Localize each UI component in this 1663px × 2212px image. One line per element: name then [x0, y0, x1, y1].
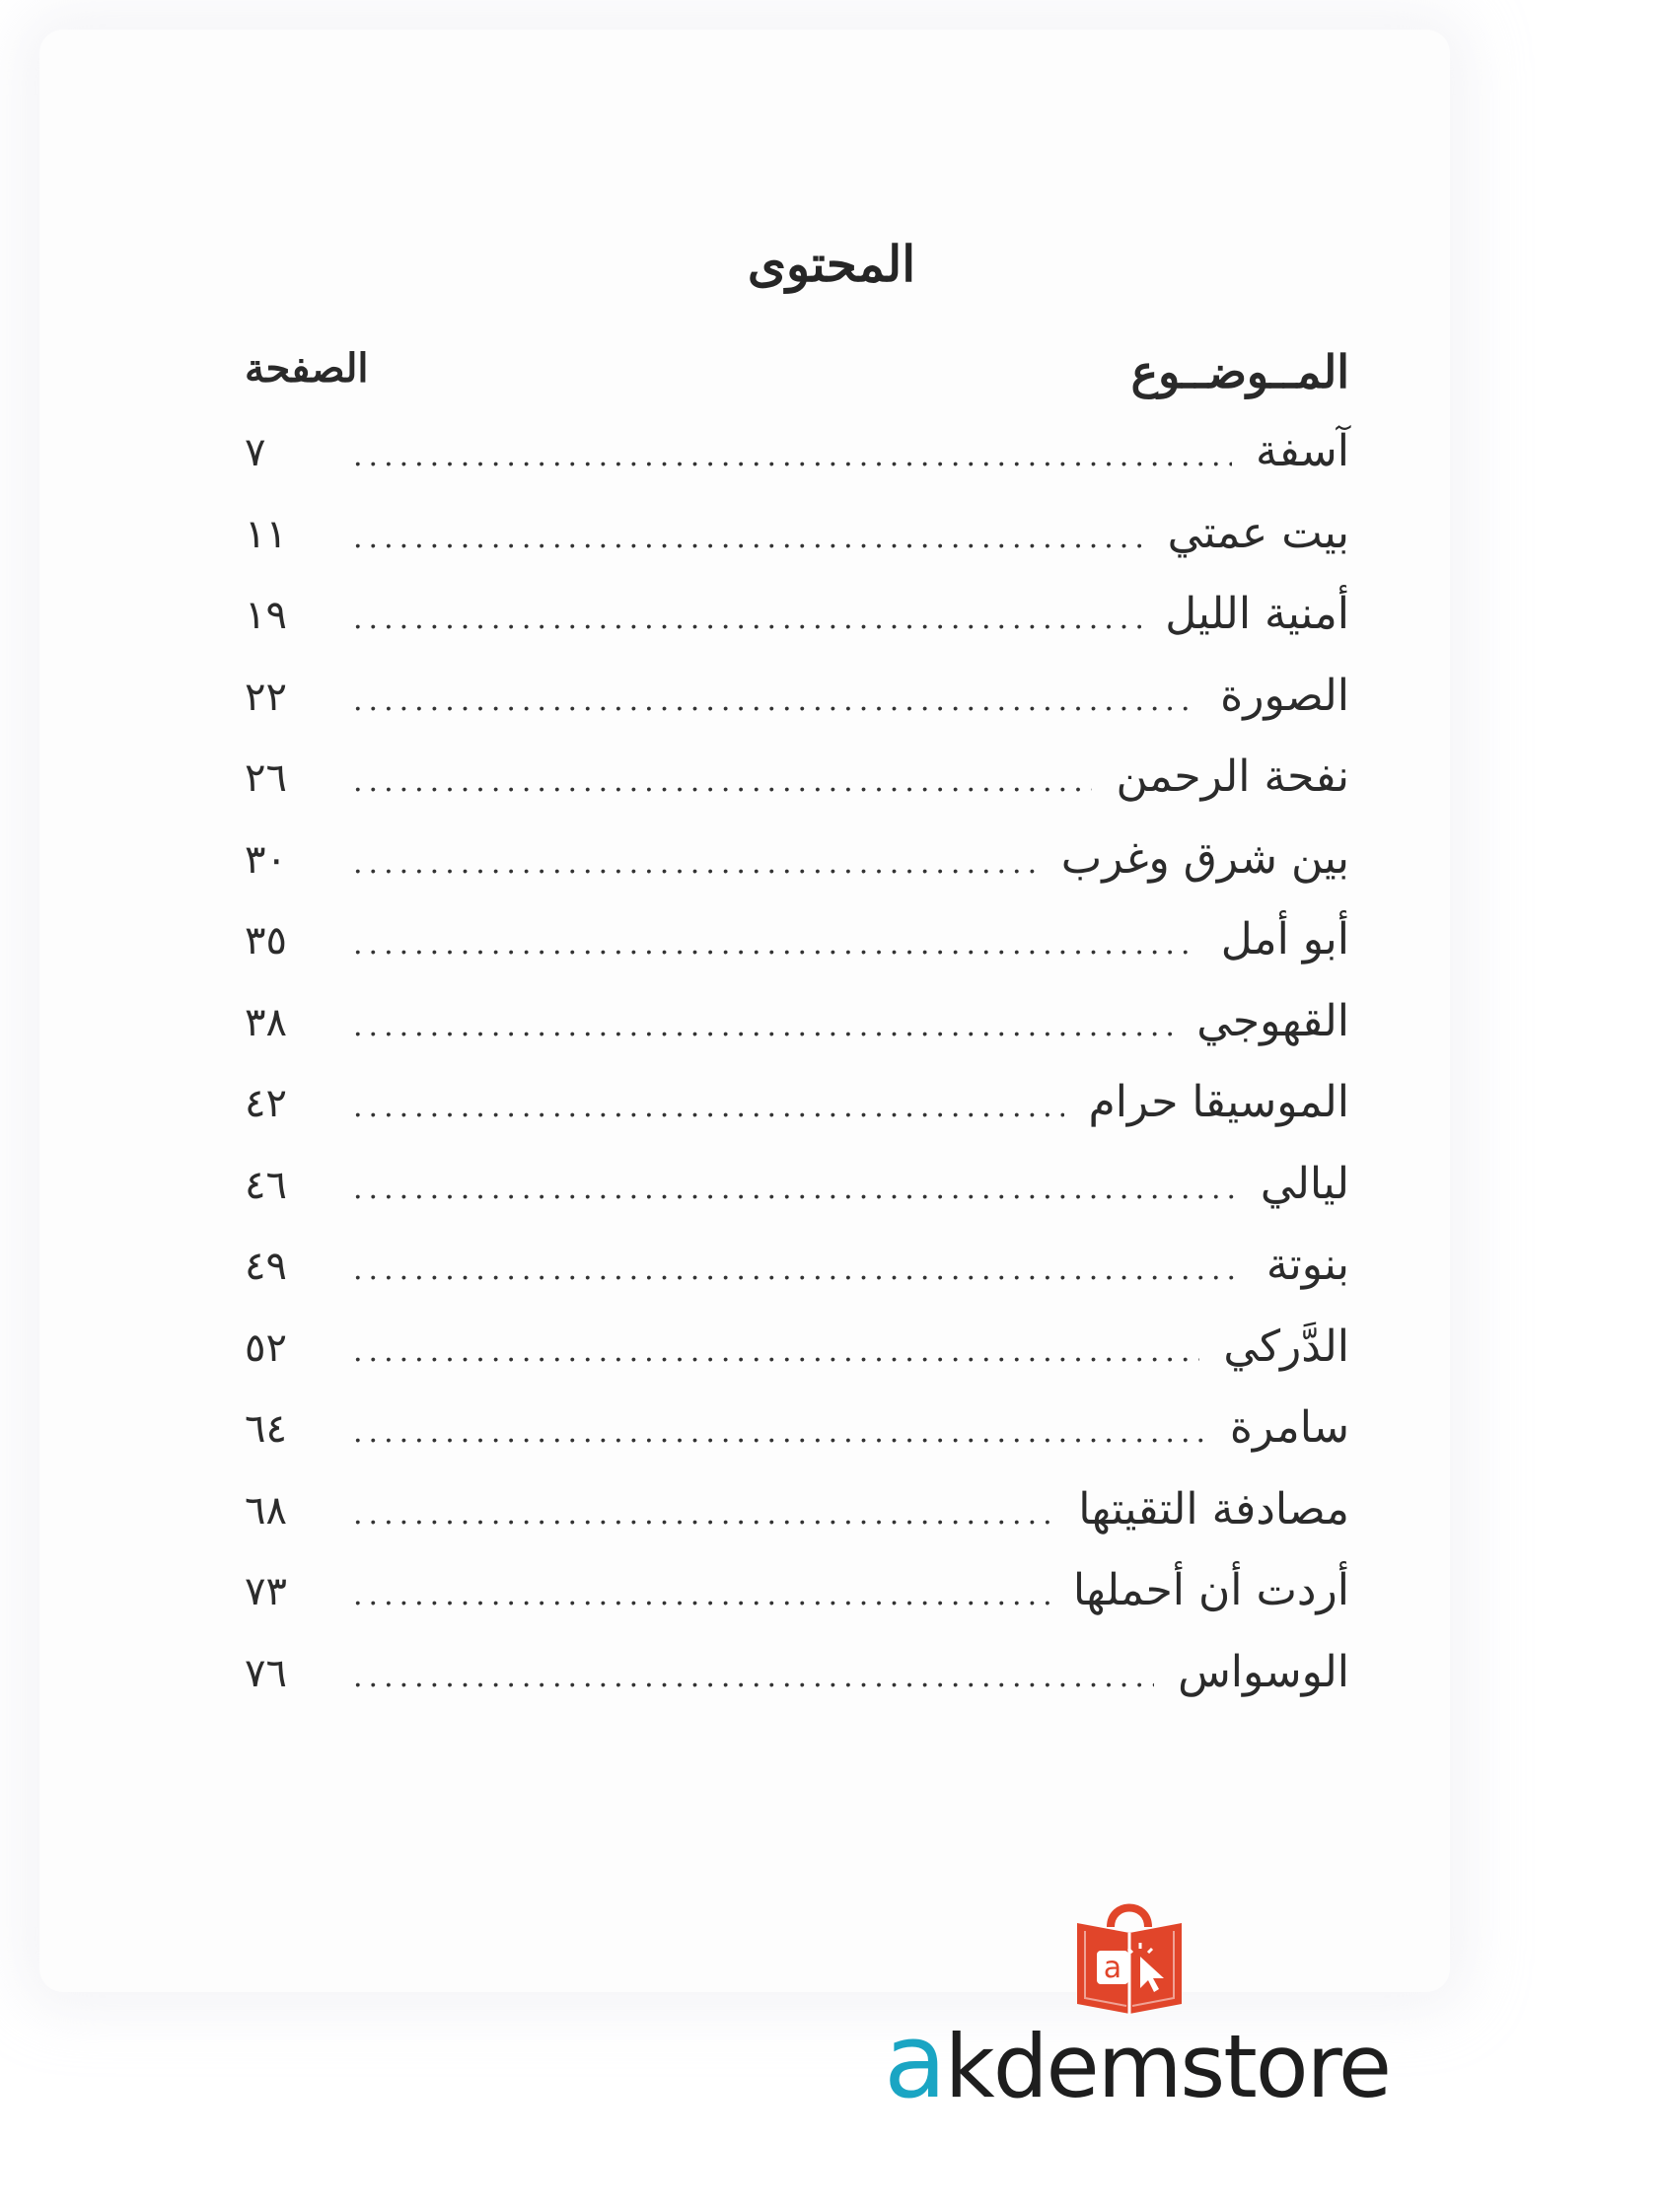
toc-entry	[245, 1240, 1349, 1321]
toc-entry-page: ٤٦	[245, 1162, 287, 1208]
toc-entry-page: ٤٩	[245, 1244, 287, 1289]
dot-leader	[353, 1252, 1243, 1287]
logo-icon-letter: a	[1103, 1951, 1122, 1985]
dot-leader	[353, 521, 1144, 555]
dot-leader	[353, 1090, 1064, 1124]
toc-entry-page: ٢٦	[245, 755, 287, 801]
dot-leader	[353, 1660, 1154, 1694]
toc-entry-page: ٧٦	[245, 1650, 287, 1696]
toc-entry	[245, 914, 1349, 996]
dot-leader	[353, 602, 1141, 636]
toc-entry-page: ٣٥	[245, 918, 287, 963]
toc-entry	[245, 1159, 1349, 1241]
toc-entry-title: الموسيقا حرام	[1088, 1077, 1349, 1127]
toc-entry	[245, 1402, 1349, 1484]
page-title: المحتوى	[747, 235, 916, 293]
toc-list	[245, 426, 1349, 1728]
brand-first-letter: a	[884, 2001, 945, 2121]
toc-entry	[245, 508, 1349, 590]
toc-entry-page: ٦٨	[245, 1487, 287, 1534]
toc-entry	[245, 1077, 1349, 1159]
toc-entry	[245, 1484, 1349, 1566]
dot-leader	[353, 764, 1092, 799]
toc-header	[245, 345, 1349, 414]
dot-leader	[353, 439, 1232, 473]
toc-entry	[245, 589, 1349, 671]
dot-leader	[353, 1415, 1206, 1450]
toc-entry-page: ٣٨	[245, 999, 287, 1045]
book-bag-icon	[1071, 1893, 1188, 2022]
dot-leader	[353, 927, 1197, 962]
dot-leader	[353, 1172, 1237, 1206]
brand-wordmark	[884, 2001, 1397, 2121]
toc-entry	[245, 1565, 1349, 1647]
toc-entry-title: القهوجي	[1196, 995, 1349, 1046]
toc-entry	[245, 1321, 1349, 1403]
dot-leader	[353, 1334, 1199, 1369]
toc-entry-title: أردت أن أحملها	[1072, 1565, 1349, 1615]
toc-entry-title: أمنية الليل	[1165, 589, 1349, 639]
toc-entry-title: الدَّركي	[1223, 1320, 1349, 1372]
toc-entry-title: الصورة	[1220, 670, 1349, 721]
toc-entry-title: نفحة الرحمن	[1116, 751, 1349, 802]
toc-entry-title: مصادفة التقيتها	[1078, 1483, 1349, 1534]
dot-leader	[353, 1497, 1054, 1532]
toc-entry	[245, 833, 1349, 915]
toc-entry	[245, 751, 1349, 833]
dot-leader	[353, 683, 1196, 718]
toc-entry-page: ١١	[245, 511, 287, 557]
toc-entry-page: ٣٠	[245, 836, 287, 883]
toc-entry-page: ٥٢	[245, 1324, 287, 1371]
toc-entry-title: بيت عمتي	[1167, 507, 1349, 558]
header-page: الصفحة	[245, 345, 369, 392]
toc-entry-page: ٦٤	[245, 1406, 287, 1452]
toc-entry	[245, 1647, 1349, 1729]
toc-entry-page: ٤٢	[245, 1081, 287, 1126]
toc-entry	[245, 996, 1349, 1078]
toc-entry-title: بنوتة	[1265, 1240, 1349, 1290]
toc-entry-title: آسفة	[1256, 426, 1349, 476]
toc-entry-title: بين شرق وغرب	[1060, 832, 1349, 884]
toc-entry-page: ١٩	[245, 593, 287, 638]
toc-entry	[245, 426, 1349, 508]
brand-rest: kdemstore	[944, 2016, 1390, 2117]
dot-leader	[353, 1578, 1049, 1612]
toc-entry-title: الوسواس	[1178, 1646, 1349, 1697]
toc-entry-title: ليالي	[1260, 1158, 1349, 1209]
header-subject: المــوضــوع	[1130, 345, 1349, 398]
dot-leader	[353, 1009, 1173, 1043]
akdemstore-logo[interactable]	[884, 1893, 1397, 2130]
toc-entry	[245, 671, 1349, 752]
toc-entry-page: ٧	[245, 430, 266, 475]
toc-entry-page: ٧٣	[245, 1569, 287, 1614]
toc-entry-title: سامرة	[1229, 1402, 1349, 1453]
toc-entry-page: ٢٢	[245, 674, 287, 720]
dot-leader	[353, 846, 1038, 881]
toc-entry-title: أبو أمل	[1220, 914, 1349, 964]
